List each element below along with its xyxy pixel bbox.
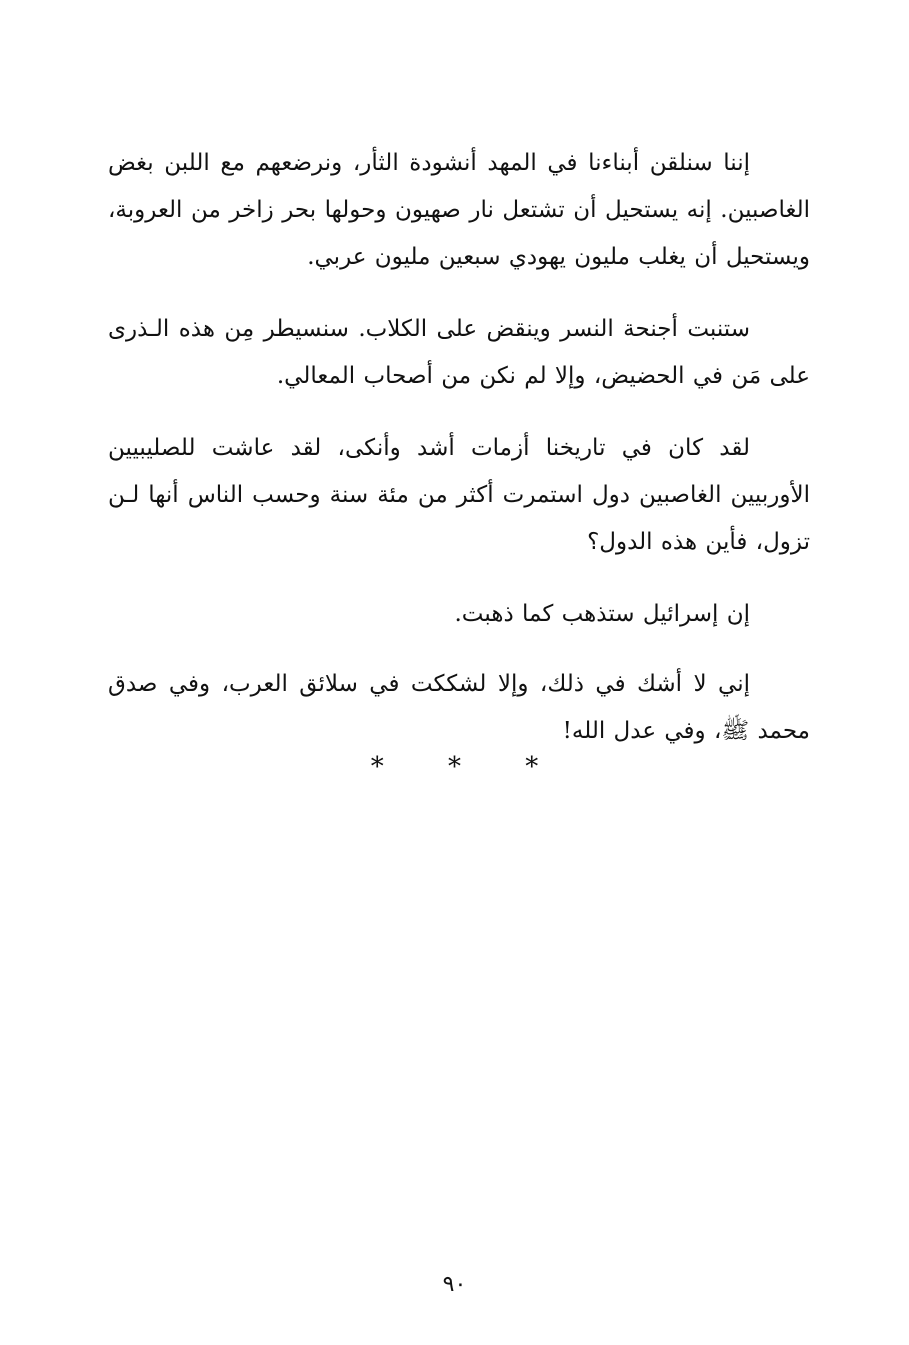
- paragraph-5: إني لا أشك في ذلك، وإلا لشككت في سلائق العرب، وفي صدق محمد ﷺ، وفي عدل الله!: [108, 671, 810, 744]
- paragraph-2: ستنبت أجنحة النسر وينقض على الكلاب. سنسيطر مِن هذه الـذرى على مَن في الحضيض، وإلا لم نكن من أصحاب المعالي.: [108, 316, 810, 389]
- paragraph-1: إننا سنلقن أبناءنا في المهد أنشودة الثأر، ونرضعهم مع اللبن بغض الغاصبين. إنه يستحيل أن تشتعل نار صهيون وحولها بحر زاخر من العروبة، ويستحيل أن يغلب مليون يهودي سبعين مليون عربي.: [108, 150, 810, 270]
- paragraph-3: لقد كان في تاريخنا أزمات أشد وأنكى، لقد عاشت للصليبيين الأوربيين الغاصبين دول استمرت أكثر من مئة سنة وحسب الناس أنها لـن تزول، فأين هذه الدول؟: [108, 435, 810, 555]
- section-separator: * * *: [370, 752, 567, 782]
- paragraph-4: إن إسرائيل ستذهب كما ذهبت.: [454, 601, 750, 627]
- page-number: ٩٠: [442, 1272, 467, 1297]
- body-text: [108, 140, 810, 780]
